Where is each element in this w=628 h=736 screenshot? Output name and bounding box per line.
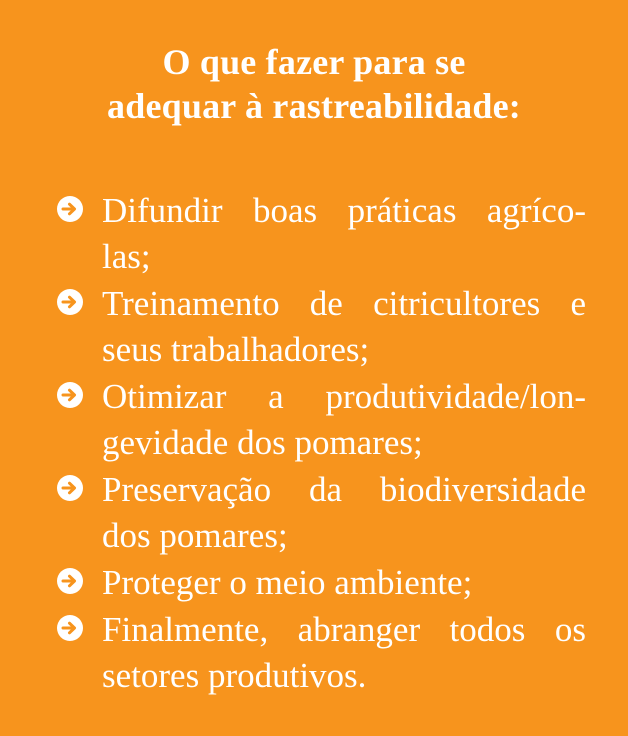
list-item [56, 281, 586, 373]
circled-arrow-right-icon [56, 567, 84, 595]
circled-arrow-right-icon [56, 381, 84, 409]
list-item-line-2: dos pomares; [102, 516, 288, 555]
circled-arrow-right-icon [56, 195, 84, 223]
list-item [56, 607, 586, 699]
list-item-line-1: Proteger o meio ambiente; [102, 563, 473, 602]
circled-arrow-right-icon [56, 288, 84, 316]
list-item-line-2: las; [102, 237, 151, 276]
list-item [56, 374, 586, 466]
list-item-line-1: Difundir boas práticas agríco- [102, 191, 586, 230]
list-item-line-1: Preservação da biodiversidade [102, 470, 586, 509]
title-line-2: adequar à rastreabilidade: [107, 86, 521, 126]
list-item [56, 560, 586, 606]
circled-arrow-right-icon [56, 614, 84, 642]
circled-arrow-right-icon [56, 474, 84, 502]
list-item [56, 467, 586, 559]
list-item-line-1: Otimizar a produtividade/lon- [102, 377, 586, 416]
list-item [56, 188, 586, 280]
panel-title [0, 40, 628, 128]
list-item-line-1: Treinamento de citricultores e [102, 284, 586, 323]
list-item-line-2: setores produtivos. [102, 656, 367, 695]
list-item-line-2: gevidade dos pomares; [102, 423, 423, 462]
list-item-line-1: Finalmente, abranger todos os [102, 610, 586, 649]
list-item-line-2: seus trabalhadores; [102, 330, 370, 369]
title-line-1: O que fazer para se [162, 42, 466, 82]
action-list [56, 188, 586, 700]
